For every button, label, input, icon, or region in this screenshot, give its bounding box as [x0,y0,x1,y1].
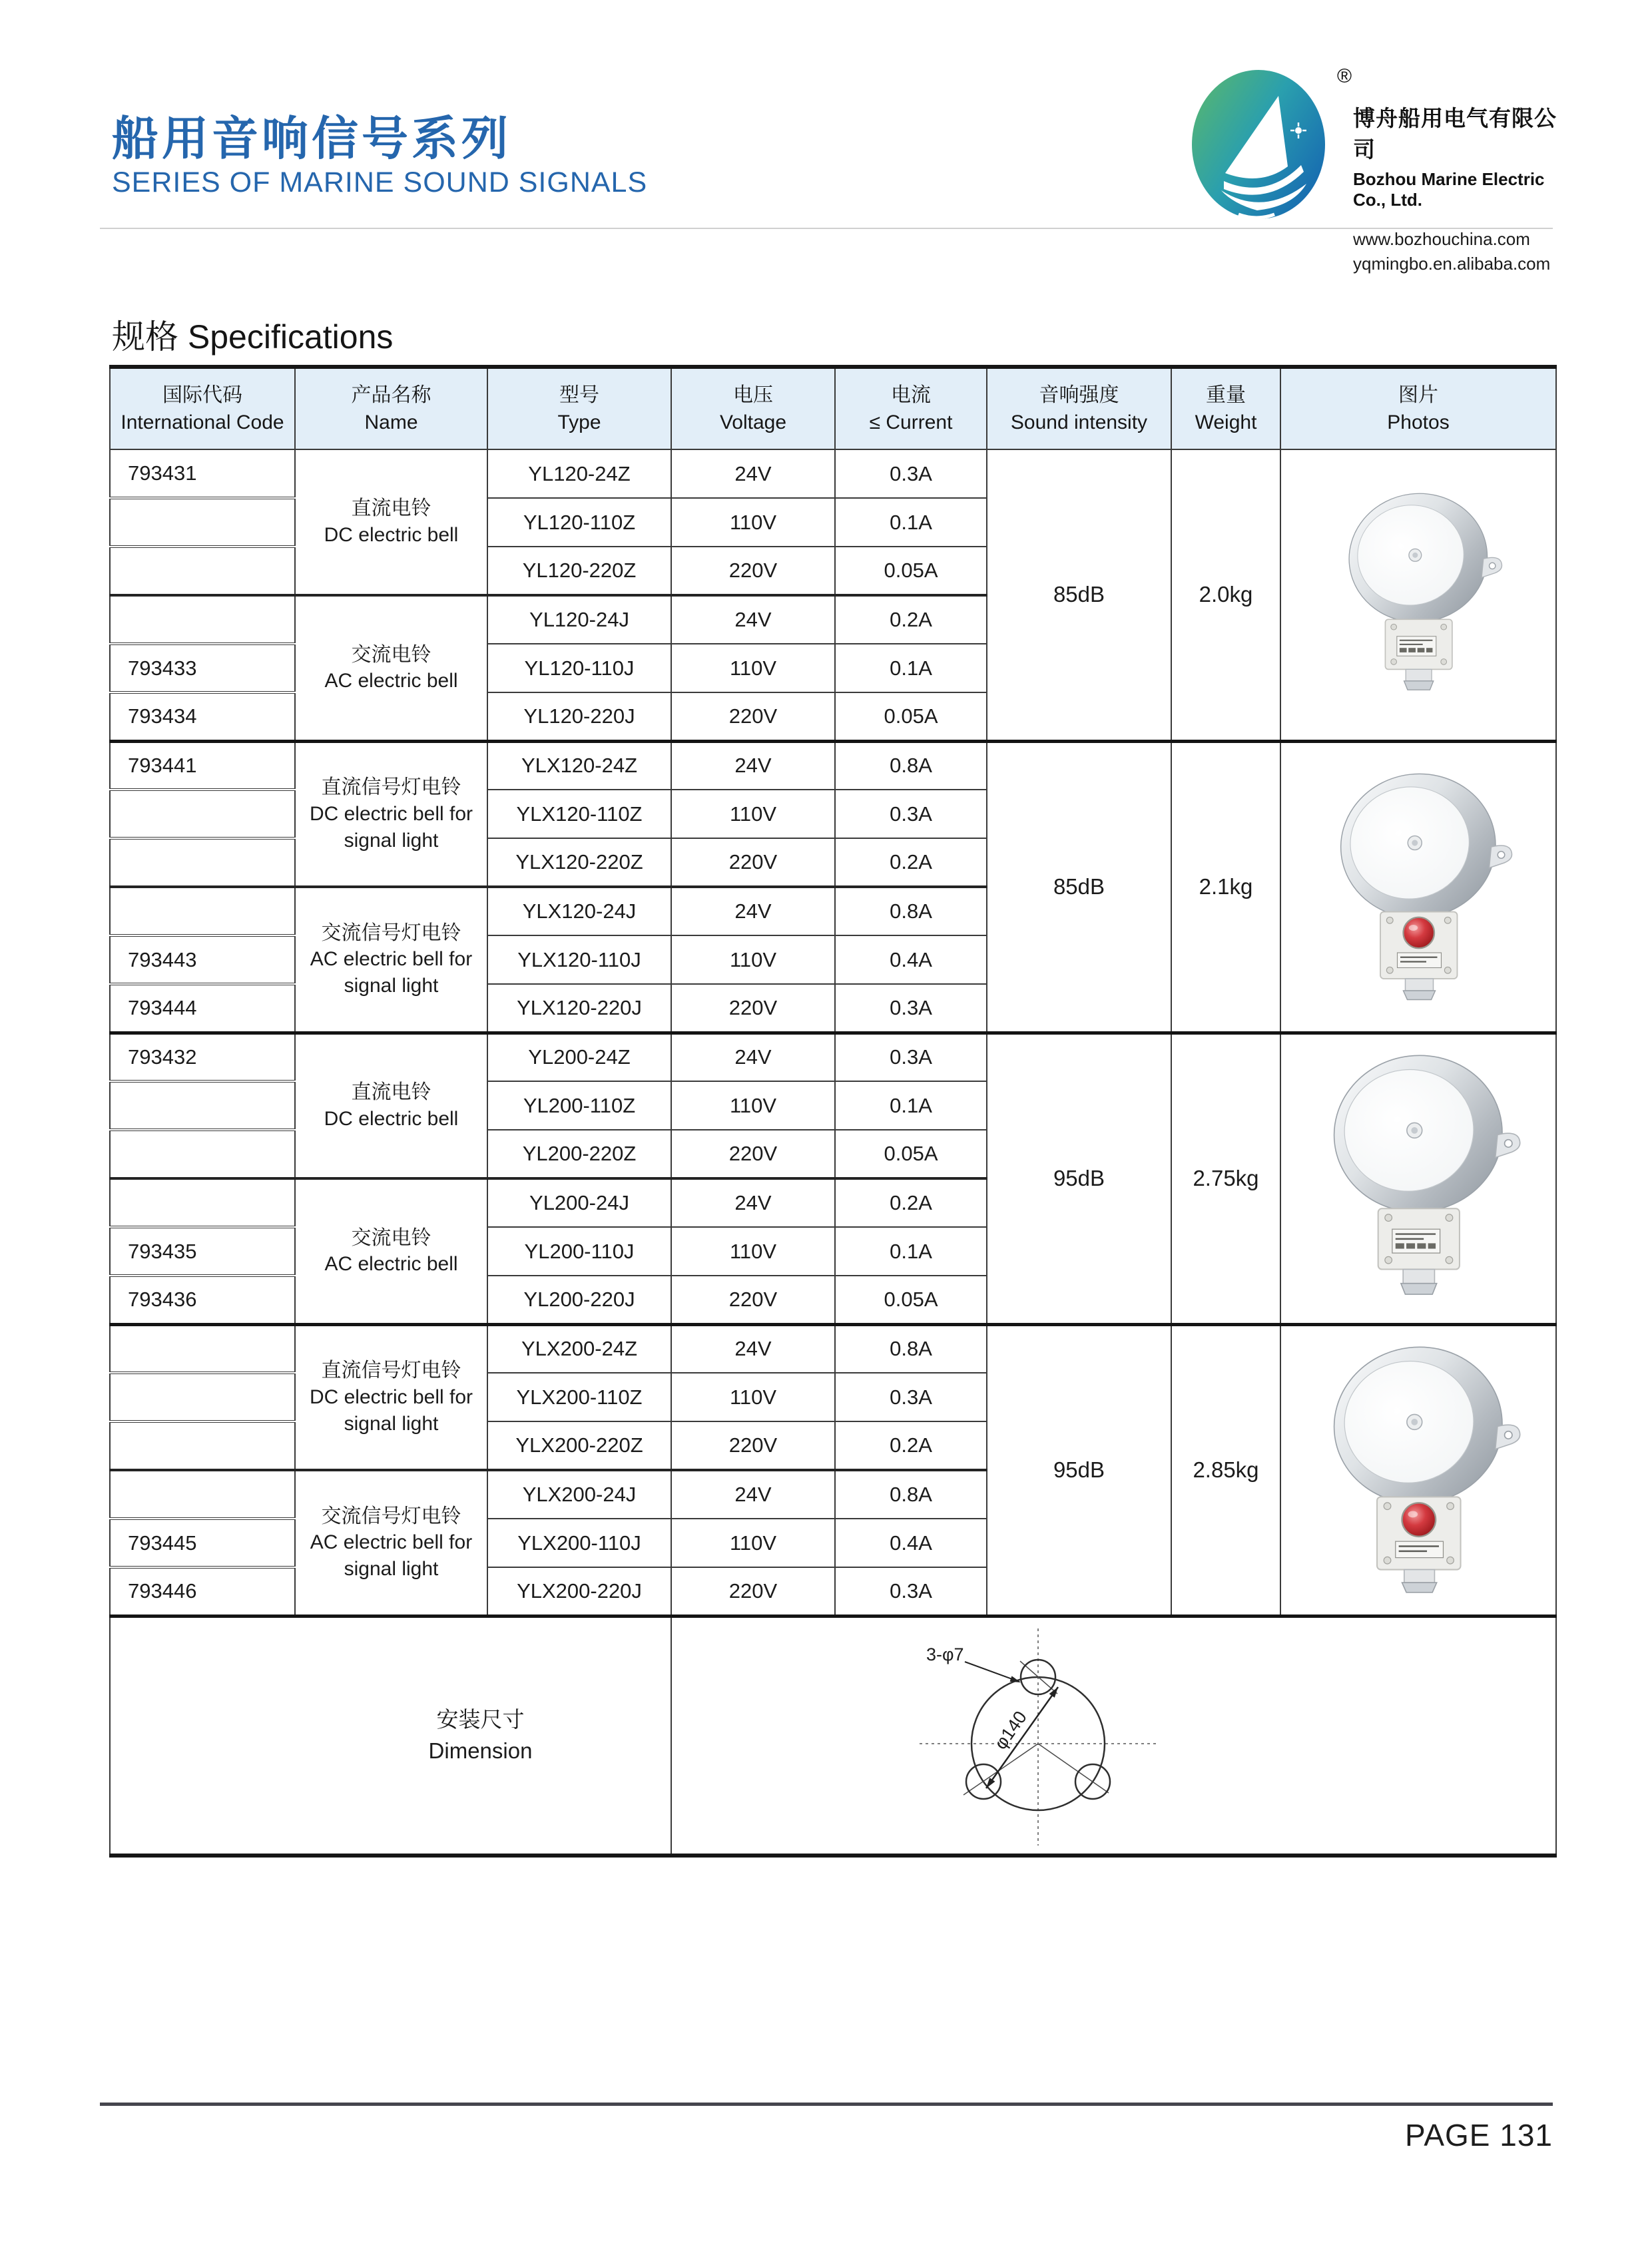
cell-type: YL120-220J [487,692,671,741]
cell-international-code: 793441 [110,741,295,790]
cell-international-code: 793433 [110,644,295,692]
page-title-zh: 船用音响信号系列 [112,113,511,164]
col-header-voltage [671,367,835,449]
cell-type: YL120-24J [487,595,671,644]
cell-current: 0.05A [835,547,987,595]
cell-current: 0.3A [835,1567,987,1616]
cell-international-code: 793446 [110,1567,295,1616]
cell-current: 0.4A [835,1519,987,1567]
cell-international-code: 793443 [110,935,295,984]
col-header-zh: 音响强度 [1039,383,1119,406]
cell-international-code [110,838,295,887]
product-name-en: AC electric bell [324,670,458,692]
cell-current: 0.8A [835,1324,987,1373]
cell-current: 0.1A [835,1227,987,1276]
page-title-en: SERIES OF MARINE SOUND SIGNALS [112,166,648,198]
cell-international-code [110,1130,295,1178]
cell-current: 0.05A [835,692,987,741]
col-header-zh: 电压 [733,383,773,406]
col-header-en: Type [557,411,601,433]
cell-international-code [110,547,295,595]
cell-current: 0.2A [835,838,987,887]
cell-international-code: 793431 [110,449,295,498]
cell-voltage: 220V [671,1276,835,1324]
cell-type: YL120-220Z [487,547,671,595]
cell-product-name [295,595,487,741]
cell-international-code: 793444 [110,984,295,1033]
cell-voltage: 24V [671,741,835,790]
cell-type: YLX200-24Z [487,1324,671,1373]
cell-voltage: 220V [671,1567,835,1616]
cell-product-photo [1280,1324,1556,1616]
col-header-type [487,367,671,449]
cell-voltage: 110V [671,1227,835,1276]
table-header-row [110,367,1556,449]
product-photo-bell-signal-light [1318,767,1518,1002]
cell-current: 0.2A [835,595,987,644]
company-logo-block [1187,64,1559,274]
company-name-en: Bozhou Marine Electric Co., Ltd. [1353,169,1545,210]
cell-current: 0.3A [835,449,987,498]
cell-type: YL200-24Z [487,1033,671,1081]
cell-international-code [110,790,295,838]
product-name-en: DC electric bell [324,524,459,546]
product-name-zh: 交流电铃 [351,1226,431,1249]
col-header-en: Weight [1195,411,1257,433]
product-name-en: DC electric bell [324,1107,459,1130]
cell-current: 0.3A [835,1373,987,1421]
cell-international-code: 793435 [110,1227,295,1276]
cell-current: 0.4A [835,935,987,984]
cell-sound-intensity: 95dB [987,1033,1171,1324]
col-header-zh: 国际代码 [162,383,242,406]
cell-type: YLX200-110Z [487,1373,671,1421]
cell-type: YL120-110J [487,644,671,692]
col-header-en: Voltage [719,411,787,433]
cell-voltage: 110V [671,1373,835,1421]
cell-voltage: 220V [671,547,835,595]
cell-sound-intensity: 85dB [987,741,1171,1033]
cell-international-code [110,887,295,935]
company-logo-icon [1187,67,1336,223]
cell-international-code [110,1178,295,1227]
registered-trademark-icon: ® [1337,65,1352,87]
col-header-en: Name [364,411,418,433]
col-header-zh: 型号 [559,383,599,406]
col-header-en: Photos [1387,411,1450,433]
cell-international-code [110,1373,295,1421]
cell-voltage: 24V [671,1470,835,1519]
cell-voltage: 110V [671,498,835,547]
product-name-en: AC electric bell for signal light [310,1531,473,1581]
product-name-en: AC electric bell [324,1253,458,1276]
cell-type: YLX200-220J [487,1567,671,1616]
product-name-zh: 直流电铃 [351,1081,431,1104]
table-row [110,449,1556,498]
product-name-zh: 交流电铃 [351,643,431,666]
cell-sound-intensity: 95dB [987,1324,1171,1616]
col-header-name [295,367,487,449]
cell-type: YLX120-24J [487,887,671,935]
cell-product-photo [1280,449,1556,741]
company-name-zh: 博舟船用电气有限公司 [1353,106,1557,162]
cell-current: 0.3A [835,984,987,1033]
company-website-1: www.bozhouchina.com [1353,229,1530,249]
cell-international-code: 793445 [110,1519,295,1567]
col-header-photos [1280,367,1556,449]
product-name-zh: 直流信号灯电铃 [321,776,461,799]
cell-international-code [110,1470,295,1519]
col-header-current [835,367,987,449]
cell-voltage: 220V [671,984,835,1033]
col-header-international-code [110,367,295,449]
col-header-en: International Code [121,411,284,433]
cell-voltage: 24V [671,1324,835,1373]
product-name-zh: 交流信号灯电铃 [321,1505,461,1527]
header-divider [100,228,1553,229]
cell-type: YLX200-24J [487,1470,671,1519]
dimension-row [110,1616,1556,1856]
cell-voltage: 24V [671,1178,835,1227]
product-name-en: DC electric bell for signal light [309,1385,473,1435]
col-header-zh: 电流 [891,383,931,406]
cell-type: YLX120-220Z [487,838,671,887]
diameter-label: φ140 [990,1707,1031,1753]
section-heading: 规格 Specifications [112,318,394,356]
table-row [110,1324,1556,1373]
col-header-zh: 图片 [1398,383,1438,406]
cell-voltage: 24V [671,1033,835,1081]
cell-product-name [295,1033,487,1178]
cell-product-photo [1280,1033,1556,1324]
product-photo-bell-signal-light [1310,1340,1527,1595]
product-name-zh: 交流信号灯电铃 [321,921,461,944]
cell-type: YLX200-220Z [487,1421,671,1470]
cell-type: YLX120-110J [487,935,671,984]
cell-voltage: 110V [671,935,835,984]
cell-type: YLX120-24Z [487,741,671,790]
cell-weight: 2.75kg [1171,1033,1280,1324]
cell-voltage: 110V [671,790,835,838]
table-row [110,1033,1556,1081]
product-name-en: DC electric bell for signal light [309,802,473,852]
cell-current: 0.1A [835,498,987,547]
col-header-en: ≤ Current [869,411,953,433]
col-header-zh: 产品名称 [351,383,431,406]
cell-voltage: 24V [671,595,835,644]
cell-type: YL200-24J [487,1178,671,1227]
cell-type: YL200-110Z [487,1081,671,1130]
dimension-label-en: Dimension [428,1738,533,1763]
cell-current: 0.1A [835,644,987,692]
cell-type: YL200-220Z [487,1130,671,1178]
cell-current: 0.05A [835,1130,987,1178]
cell-type: YLX120-220J [487,984,671,1033]
cell-current: 0.1A [835,1081,987,1130]
cell-type: YL200-220J [487,1276,671,1324]
product-photo-bell [1310,1048,1527,1303]
cell-current: 0.2A [835,1421,987,1470]
cell-type: YLX200-110J [487,1519,671,1567]
dimension-label-zh: 安装尺寸 [436,1707,525,1732]
cell-product-name [295,449,487,595]
cell-current: 0.05A [835,1276,987,1324]
cell-voltage: 220V [671,1421,835,1470]
cell-voltage: 110V [671,1519,835,1567]
table-row [110,741,1556,790]
product-name-en: AC electric bell for signal light [310,948,473,997]
product-name-zh: 直流信号灯电铃 [321,1360,461,1382]
cell-weight: 2.85kg [1171,1324,1280,1616]
cell-current: 0.3A [835,790,987,838]
cell-international-code [110,1421,295,1470]
cell-type: YL120-24Z [487,449,671,498]
specifications-table [109,365,1557,1858]
cell-voltage: 24V [671,449,835,498]
col-header-sound-intensity [987,367,1171,449]
cell-voltage: 110V [671,644,835,692]
cell-international-code [110,1324,295,1373]
cell-voltage: 220V [671,1130,835,1178]
cell-current: 0.8A [835,887,987,935]
cell-international-code: 793434 [110,692,295,741]
cell-international-code [110,498,295,547]
cell-weight: 2.0kg [1171,449,1280,741]
holes-count-label: 3-φ7 [926,1644,964,1664]
cell-current: 0.8A [835,741,987,790]
cell-voltage: 24V [671,887,835,935]
cell-type: YLX120-110Z [487,790,671,838]
cell-product-name [295,741,487,887]
col-header-en: Sound intensity [1010,411,1148,433]
cell-product-name [295,1324,487,1470]
page-number: PAGE 131 [1405,2118,1553,2152]
cell-product-photo [1280,741,1556,1033]
cell-voltage: 220V [671,838,835,887]
cell-product-name [295,1178,487,1324]
cell-international-code: 793432 [110,1033,295,1081]
col-header-weight [1171,367,1280,449]
col-header-zh: 重量 [1206,383,1246,406]
cell-sound-intensity: 85dB [987,449,1171,741]
dimension-label [110,1616,671,1856]
product-name-zh: 直流电铃 [351,497,431,520]
cell-international-code: 793436 [110,1276,295,1324]
cell-weight: 2.1kg [1171,741,1280,1033]
cell-voltage: 220V [671,692,835,741]
cell-product-name [295,1470,487,1616]
cell-type: YL200-110J [487,1227,671,1276]
company-website-2: yqmingbo.en.alibaba.com [1353,254,1551,274]
cell-international-code [110,1081,295,1130]
dimension-drawing-cell [671,1616,1556,1856]
cell-current: 0.8A [835,1470,987,1519]
cell-type: YL120-110Z [487,498,671,547]
cell-voltage: 110V [671,1081,835,1130]
dimension-drawing [885,1620,1191,1854]
product-photo-bell [1329,487,1508,697]
cell-current: 0.3A [835,1033,987,1081]
cell-current: 0.2A [835,1178,987,1227]
cell-international-code [110,595,295,644]
footer-divider [100,2103,1553,2106]
cell-product-name [295,887,487,1033]
